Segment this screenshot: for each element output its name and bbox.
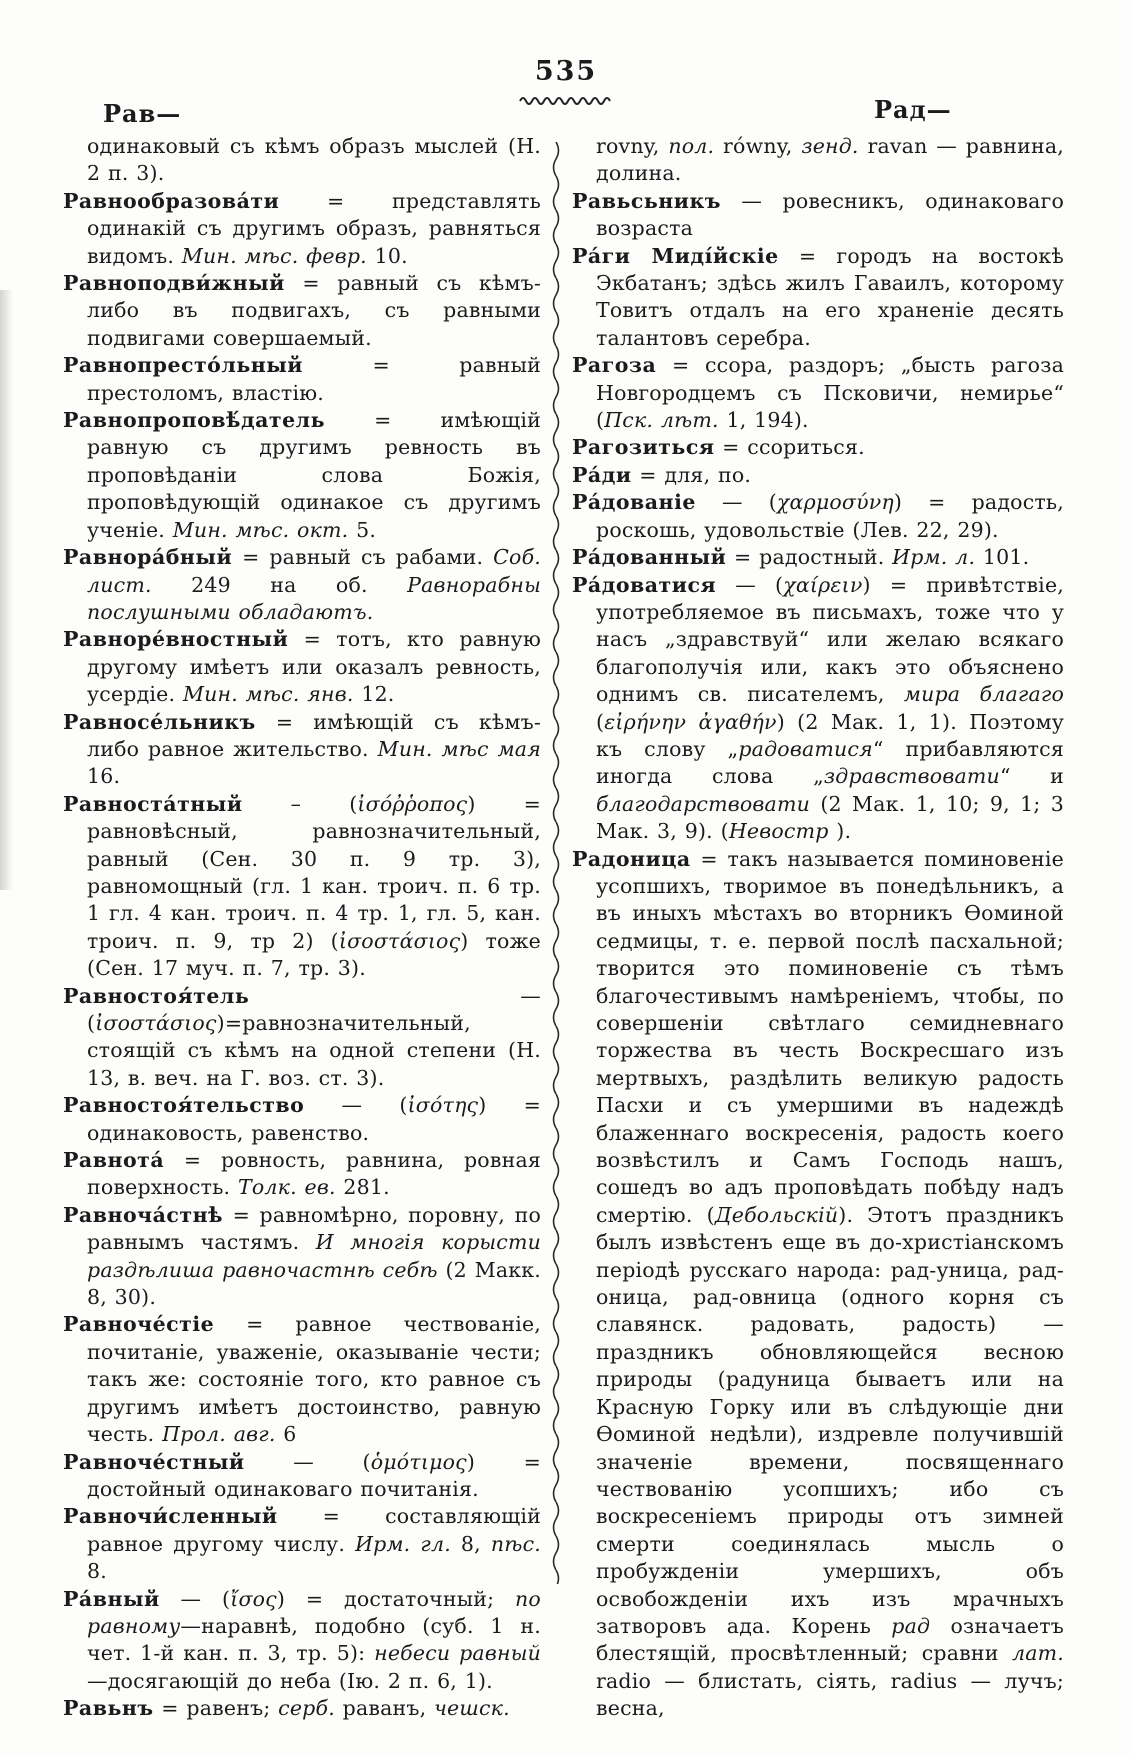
headword: Равностоя́тельство: [63, 1093, 305, 1118]
dictionary-entry: [63, 1092, 541, 1147]
headword: Равнота́: [63, 1148, 165, 1173]
entry-body: — (χαρμοσύνη) = радость, роскошь, удовольствіе (Лев. 22, 29).: [596, 490, 1064, 542]
dictionary-entry: [572, 188, 1064, 243]
entry-body: — (ἰσότης) = одинаковость, равенство.: [87, 1093, 541, 1145]
dictionary-entry: [572, 846, 1064, 1723]
entry-body: = равный съ рабами. Соб. лист. 249 на об. Равнорабны послушными обладаютъ.: [87, 545, 541, 624]
headword: Ра́дованный: [572, 545, 727, 570]
page-number-underline-squiggle: [518, 94, 614, 106]
dictionary-entry: [572, 489, 1064, 544]
entry-body: = ровность, равнина, ровная поверхность. Толк. ев. 281.: [87, 1148, 541, 1200]
entry-body: — (ὁμότιμος) = достойный одинаковаго почитанія.: [87, 1449, 541, 1501]
dictionary-entry: [63, 1695, 541, 1722]
dictionary-entry: [63, 1586, 541, 1696]
entry-body: — (ἴσος) = достаточный; по равному—наравнѣ, подобно (суб. 1 н. чет. 1-й кан. п. 3, тр. 5): небеси равный—досягающій до неба (Ію. 2 п. 6, 1).: [87, 1586, 541, 1693]
entry-body: = радостный. Ирм. л. 101.: [726, 545, 1030, 570]
headword: Равноча́стнѣ: [63, 1202, 224, 1227]
dictionary-entry: [572, 434, 1064, 461]
headword: Равноподви́жный: [63, 271, 285, 296]
column-divider-rule: [550, 142, 562, 1584]
dictionary-entry: [63, 188, 541, 270]
entry-body: — ровесникъ, одинаковаго возраста: [596, 188, 1064, 241]
headword: Ра́ги Миді́йскіе: [572, 243, 779, 268]
dictionary-entry: [63, 1202, 541, 1312]
entry-body: — (χαίρειν) = привѣтствіе, употребляемое въ письмахъ, тоже что у насъ „здравствуй“ или желаю всякаго благополучія или, какъ это объяснено однимъ св. писателемъ, мира благаго (εἰρήνην ἀγαθήν) (2 Мак. 1, 1). Поэтому къ слову „радоватися“ прибавляются иногда слова „здравствовати“ и благодарствовати (2 Мак. 1, 10; 9, 1; 3 Мак. 3, 9). (Невостр ).: [596, 572, 1065, 844]
headword: Равнопресто́льный: [63, 353, 303, 378]
headword: Равнообразова́ти: [63, 188, 280, 213]
headword: Ра́вный: [63, 1586, 160, 1611]
dictionary-entry: [63, 544, 541, 626]
entry-body: = равномѣрно, поровну, по равнымъ частямъ. И многія корысти раздѣлиша равночастнѣ себѣ (2 Макк. 8, 30).: [87, 1202, 542, 1310]
headword: Ра́ди: [572, 462, 632, 487]
entry-body: = ссориться.: [714, 435, 865, 460]
headword: Рагозиться: [572, 435, 715, 460]
dictionary-entry: [63, 983, 541, 1093]
right-column-header: Рад—: [874, 95, 952, 124]
left-column-header: Рав—: [103, 99, 182, 128]
dictionary-entry: [572, 243, 1064, 353]
entry-body: = составляющій равное другому числу. Ирм. гл. 8, пѣс. 8.: [87, 1504, 541, 1584]
dictionary-entry: [572, 462, 1064, 489]
dictionary-entry: [63, 626, 541, 708]
headword: Равнора́бный: [63, 545, 233, 570]
headword: Ра́доватися: [572, 572, 717, 597]
entry-body: = имѣющій съ кѣмъ-либо равное жительство. Мин. мѣс мая 16.: [87, 709, 541, 789]
entry-body: = равное чествованіе, почитаніе, уваженіе, оказываніе чести; такъ же: состояніе того, кто равное съ другимъ имѣетъ достоинство, равную честь. Прол. авг. 6: [87, 1312, 541, 1447]
dictionary-entry: [63, 1311, 541, 1448]
entry-body: rovny, пол. równy, зенд. ravan — равнина, долина.: [596, 134, 1064, 186]
dictionary-entry: [63, 407, 541, 544]
dictionary-entry: [63, 791, 541, 983]
headword: Равностоя́тель: [63, 983, 250, 1008]
dictionary-entry: [63, 133, 541, 188]
entry-body: = такъ называется поминовеніе усопшихъ, творимое въ понедѣльникъ, а въ иныхъ мѣстахъ во вторникъ Ѳоминой седмицы, т. е. первой послѣ пасхальной; творится это поминовеніе съ тѣмъ благочестивымъ намѣреніемъ, чтобы, по совершеніи свѣтлаго семидневнаго торжества въ честь Воскресшаго изъ мертвыхъ, раздѣлить великую радость Пасхи и съ умершими въ надеждѣ блаженнаго воскресенія, радость коего возвѣстилъ и Самъ Господь нашъ, сошедъ во адъ проповѣдать побѣду надъ смертію. (Дебольскій). Этотъ праздникъ былъ извѣстенъ еще въ до-христіанскомъ періодѣ русскаго народа: рад-уница, рад-оница, рад-овница (одного корня съ славянск. радовать, радость) — праздникъ обновляющейся весною природы (радуница бываетъ или на Красную Горку или въ слѣдующіе дни Ѳоминой недѣли), издревле получившій значеніе времени, посвященнаго чествованію усопшихъ; ибо съ воскресеніемъ природы отъ зимней смерти соединялась мысль о пробужденіи умершихъ, объ освобожденіи ихъ изъ мрачныхъ затворовъ ада. Корень рад означаетъ блестящій, просвѣтленный; сравни лат. radio — блистать, сіять, radius — лучъ; весна,: [596, 846, 1065, 1721]
dictionary-entry: [63, 709, 541, 791]
entry-body: — (ἰσοστάσιος)=равнозначительный, стоящій съ кѣмъ на одной степени (Н. 13, в. веч. на Г. воз. ст. 3).: [87, 983, 541, 1090]
entry-body: = городъ на востокѣ Экбатанъ; здѣсь жилъ Гаваилъ, которому Товитъ отдалъ на его храненіе десять талантовъ серебра.: [596, 243, 1064, 350]
dictionary-entry: [572, 352, 1064, 434]
dictionary-entry: [572, 572, 1064, 846]
entry-body: = для, по.: [631, 462, 752, 487]
entry-body: = представлять одинакій съ другимъ образъ, равняться видомъ. Мин. мѣс. февр. 10.: [87, 188, 541, 268]
headword: Радоница: [572, 846, 691, 871]
headword: Ра́дованіе: [572, 490, 696, 515]
entry-body: = имѣющій равную съ другимъ ревность въ проповѣданіи слова Божія, проповѣдующій одинакое съ другимъ ученіе. Мин. мѣс. окт. 5.: [87, 408, 541, 542]
scan-edge-artifact: [0, 290, 13, 890]
entry-body: = равный съ кѣмъ-либо въ подвигахъ, съ равными подвигами совершаемый.: [87, 271, 541, 350]
headword: Равнопроповѣ́датель: [63, 408, 326, 433]
entry-body: = равенъ; серб. раванъ, чешск.: [153, 1696, 510, 1721]
dictionary-entry: [63, 1147, 541, 1202]
headword: Рагоза: [572, 353, 657, 378]
dictionary-entry: [63, 270, 541, 352]
headword: Равноста́тный: [63, 791, 243, 816]
dictionary-entry: [63, 1449, 541, 1504]
entry-body: = равный престоломъ, властію.: [87, 353, 541, 405]
entry-body: = ссора, раздоръ; „бысть рагоза Новгородцемъ съ Псковичи, немирье“ (Пск. лѣт. 1, 194).: [596, 353, 1064, 433]
left-column: [63, 133, 541, 1723]
headword: Равноче́стный: [63, 1449, 245, 1474]
entry-body: – (ἰσόῤῥοπος) = равновѣсный, равнозначительный, равный (Сен. 30 п. 9 тр. 3), равномощный (гл. 1 кан. троич. п. 6 тр. 1 гл. 4 кан. троич. п. 4 тр. 1, гл. 5, кан. троич. п. 9, тр 2) (ἰσοστάσιος) тоже (Сен. 17 муч. п. 7, тр. 3).: [87, 791, 541, 981]
headword: Равноре́вностный: [63, 627, 289, 652]
dictionary-entry: [63, 1503, 541, 1585]
headword: Равьнъ: [63, 1696, 154, 1721]
headword: Равночи́сленный: [63, 1504, 278, 1529]
entry-body: одинаковый съ кѣмъ образъ мыслей (Н. 2 п. 3).: [87, 134, 541, 186]
dictionary-entry: [572, 133, 1064, 188]
dictionary-entry: [63, 352, 541, 407]
headword: Равносе́льникъ: [63, 709, 256, 734]
headword: Равьсьникъ: [572, 188, 721, 213]
page-number: 535: [534, 56, 598, 87]
right-column: [572, 133, 1064, 1723]
entry-body: = тотъ, кто равную другому имѣетъ или оказалъ ревность, усердіе. Мин. мѣс. янв. 12.: [87, 627, 541, 707]
headword: Равноче́стіе: [63, 1312, 215, 1337]
dictionary-entry: [572, 544, 1064, 571]
